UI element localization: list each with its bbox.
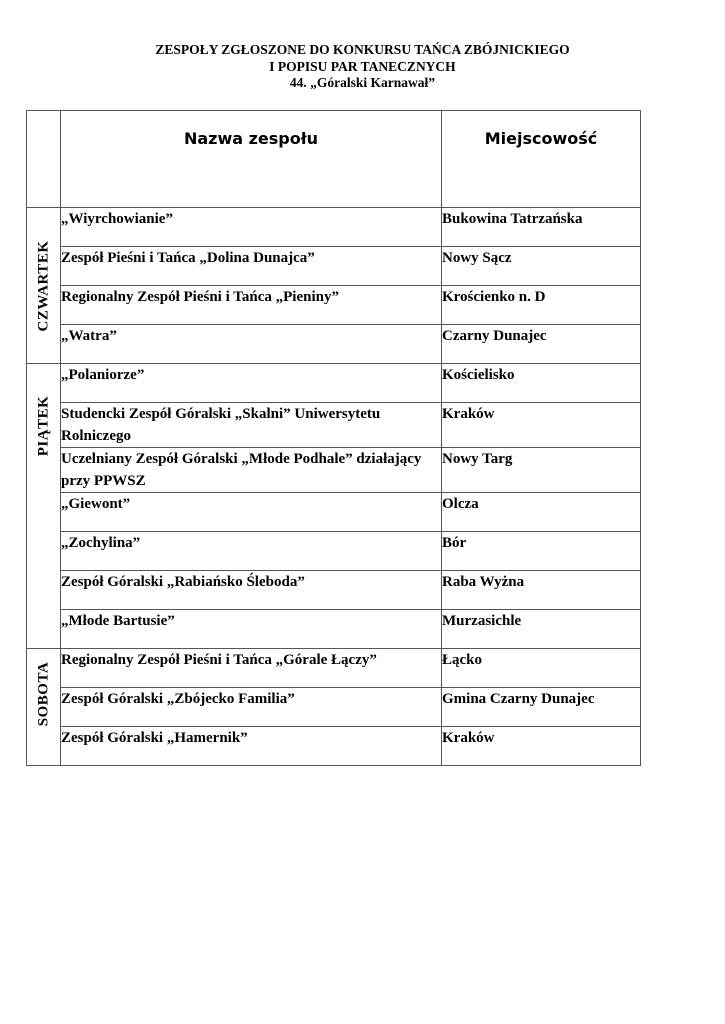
table-header-row <box>27 111 641 208</box>
day-cell-piatek <box>27 364 61 649</box>
table-row <box>27 532 641 571</box>
ensemble-name: Uczelniany Zespół Góralski „Młode Podhale” działający przy PPWSZ <box>61 448 442 493</box>
day-label: SOBOTA <box>35 662 51 727</box>
ensemble-place: Olcza <box>442 493 641 532</box>
header-corner-cell <box>27 111 61 208</box>
ensemble-name: Studencki Zespół Góralski „Skalni” Uniwersytetu Rolniczego <box>61 403 442 448</box>
ensemble-name: „Polaniorze” <box>61 364 442 403</box>
ensemble-place: Kraków <box>442 727 641 766</box>
day-cell-czwartek <box>27 208 61 364</box>
table-row <box>27 448 641 493</box>
table-row <box>27 208 641 247</box>
ensemble-name: „Zochylina” <box>61 532 442 571</box>
table-row <box>27 688 641 727</box>
ensemble-place: Krościenko n. D <box>442 286 641 325</box>
ensemble-place: Murzasichle <box>442 610 641 649</box>
table-row <box>27 364 641 403</box>
document-heading <box>0 42 725 92</box>
table-row <box>27 286 641 325</box>
table-row <box>27 727 641 766</box>
ensemble-place: Raba Wyżna <box>442 571 641 610</box>
table-row <box>27 493 641 532</box>
heading-line-3: 44. „Góralski Karnawał” <box>289 75 436 90</box>
table-row <box>27 325 641 364</box>
table-row <box>27 247 641 286</box>
ensemble-name: „Watra” <box>61 325 442 364</box>
ensemble-name: „Giewont” <box>61 493 442 532</box>
table-row <box>27 649 641 688</box>
ensemble-name: Zespół Góralski „Hamernik” <box>61 727 442 766</box>
day-label: CZWARTEK <box>35 240 51 331</box>
ensemble-place: Kościelisko <box>442 364 641 403</box>
ensemble-place: Kraków <box>442 403 641 448</box>
column-header-place: Miejscowość <box>442 111 641 208</box>
ensemble-place: Nowy Sącz <box>442 247 641 286</box>
ensemble-name: Zespół Góralski „Zbójecko Familia” <box>61 688 442 727</box>
ensemble-place: Bór <box>442 532 641 571</box>
day-cell-sobota <box>27 649 61 766</box>
ensemble-name: Zespół Pieśni i Tańca „Dolina Dunajca” <box>61 247 442 286</box>
table-row <box>27 403 641 448</box>
table-row <box>27 610 641 649</box>
ensemble-name: „Wiyrchowianie” <box>61 208 442 247</box>
ensemble-name: Regionalny Zespół Pieśni i Tańca „Górale Łączy” <box>61 649 442 688</box>
ensembles-table <box>26 110 641 766</box>
ensemble-place: Czarny Dunajec <box>442 325 641 364</box>
table-row <box>27 571 641 610</box>
ensemble-place: Nowy Targ <box>442 448 641 493</box>
heading-line-2: I POPISU PAR TANECZNYCH <box>269 58 456 74</box>
ensemble-name: Zespół Góralski „Rabiańsko Śleboda” <box>61 571 442 610</box>
ensemble-name: „Młode Bartusie” <box>61 610 442 649</box>
ensemble-name: Regionalny Zespół Pieśni i Tańca „Pieniny” <box>61 286 442 325</box>
column-header-name: Nazwa zespołu <box>61 111 442 208</box>
ensemble-place: Gmina Czarny Dunajec <box>442 688 641 727</box>
heading-line-1: ZESPOŁY ZGŁOSZONE DO KONKURSU TAŃCA ZBÓJNICKIEGO <box>155 42 570 57</box>
ensemble-place: Bukowina Tatrzańska <box>442 208 641 247</box>
day-label: PIĄTEK <box>35 396 51 457</box>
ensemble-place: Łącko <box>442 649 641 688</box>
